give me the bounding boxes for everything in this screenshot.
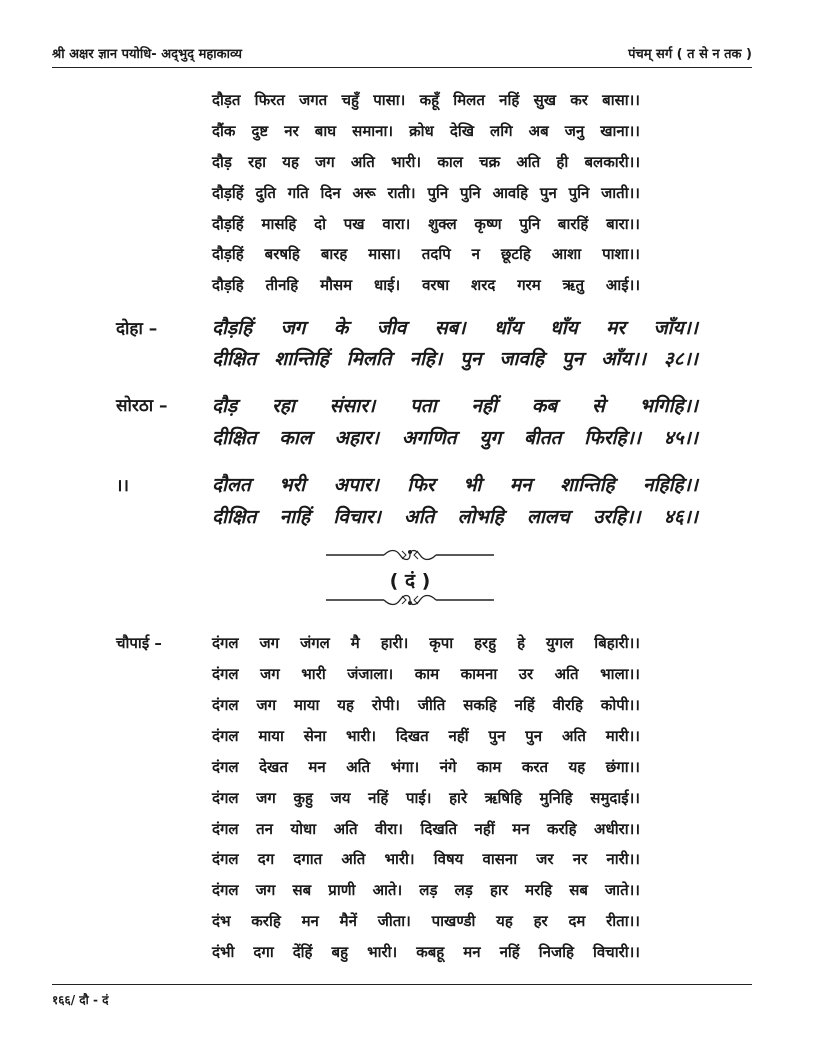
chaupai-label: चौपाई – <box>116 634 162 652</box>
verse-line: दौड़हिं दुति गति दिन अरू राती। पुनि पुनि आवहि पुन पुनि जाती।। <box>212 184 640 202</box>
verse-line: दौड़ रहा यह जग अति भारी। काल चक्र अति ही बलकारी।। <box>212 153 640 171</box>
sortha-line: दीक्षित नाहिं विचार। अति लोभहि लालच उरहि।। ४६।। <box>212 506 698 528</box>
bottom-ornament <box>326 592 494 608</box>
chaupai-line: दंगल जग भारी जंजाला। काम कामना उर अति भाला।। <box>212 665 640 683</box>
chaupai-line: दंगल माया सेना भारी। दिखत नहीं पुन पुन अति मारी।। <box>212 727 640 745</box>
chapter-title: पंचम् सर्ग ( त से न तक ) <box>628 47 752 62</box>
doha-label: दोहा – <box>116 319 158 339</box>
sortha-label: सोरठा – <box>116 396 168 416</box>
chaupai-line: दंभी दगा देंहिं बहु भारी। कबहू मन नहिं निजहि विचारी।। <box>212 943 640 961</box>
page-number: १६६/ दौ - दं <box>52 993 109 1007</box>
verse-line: दौड़हि तीनहि मौसम धाई। वरषा शरद गरम ऋतु आई।। <box>212 276 640 294</box>
sortha-line: दौड़ रहा संसार। पता नहीं कब से भगिहि।। <box>212 395 698 417</box>
header-rule <box>52 67 752 68</box>
top-ornament <box>326 547 494 563</box>
chaupai-line: दंभ करहि मन मैनें जीता। पाखण्डी यह हर दम रीता।। <box>212 912 640 930</box>
page-header <box>52 40 752 66</box>
footer-rule <box>52 984 752 985</box>
verse-line: दौड़त फिरत जगत चहुँ पासा। कहूँ मिलत नहिं सुख कर बासा।। <box>212 91 640 109</box>
chaupai-line: दंगल जग सब प्राणी आते। लड़ लड़ हार मरहि सब जाते।। <box>212 881 640 899</box>
book-title: श्री अक्षर ज्ञान पयोधि- अद्‌भुद् महाकाव्य <box>52 47 242 62</box>
sortha-line: दौलत भरी अपार। फिर भी मन शान्तिहि नहिहि।। <box>212 474 698 496</box>
chaupai-line: दंगल दग दगात अति भारी। विषय वासना जर नर नारी।। <box>212 850 640 868</box>
chaupai-line: दंगल जग जंगल मै हारी। कृपा हरहु हे युगल बिहारी।। <box>212 634 640 652</box>
verse-line: दौंक दुष्ट नर बाघ समाना। क्रोध देखि लगि अब जनु खाना।। <box>212 122 640 140</box>
doha-line: दौड़हिं जग के जीव सब। धाँय धाँय मर जाँय।। <box>212 317 698 339</box>
section-title: ( दं ) <box>389 570 431 592</box>
chaupai-line: दंगल जग कुहु जय नहिं पाई। हारे ऋषिहि मुनिहि समुदाई।। <box>212 789 640 807</box>
doha-line: दीक्षित शान्तिहिं मिलति नहि। पुन जावहि पुन आँय।। ३८।। <box>212 348 698 370</box>
sortha-repeat-label: ।। <box>116 476 129 496</box>
verse-line: दौड़हिं मासहि दो पख वारा। शुक्ल कृष्ण पुनि बारहिं बारा।। <box>212 215 640 233</box>
chaupai-line: दंगल तन योधा अति वीरा। दिखति नहीं मन करहि अधीरा।। <box>212 820 640 838</box>
chaupai-line: दंगल जग माया यह रोपी। जीति सकहि नहिं वीरहि कोपी।। <box>212 696 640 714</box>
chaupai-line: दंगल देखत मन अति भंगा। नंगे काम करत यह छंगा।। <box>212 758 640 776</box>
verse-line: दौड़हिं बरषहि बारह मासा। तदपि न छूटहि आशा पाशा।। <box>212 245 640 263</box>
sortha-line: दीक्षित काल अहार। अगणित युग बीतत फिरहि।। ४५।। <box>212 427 698 449</box>
